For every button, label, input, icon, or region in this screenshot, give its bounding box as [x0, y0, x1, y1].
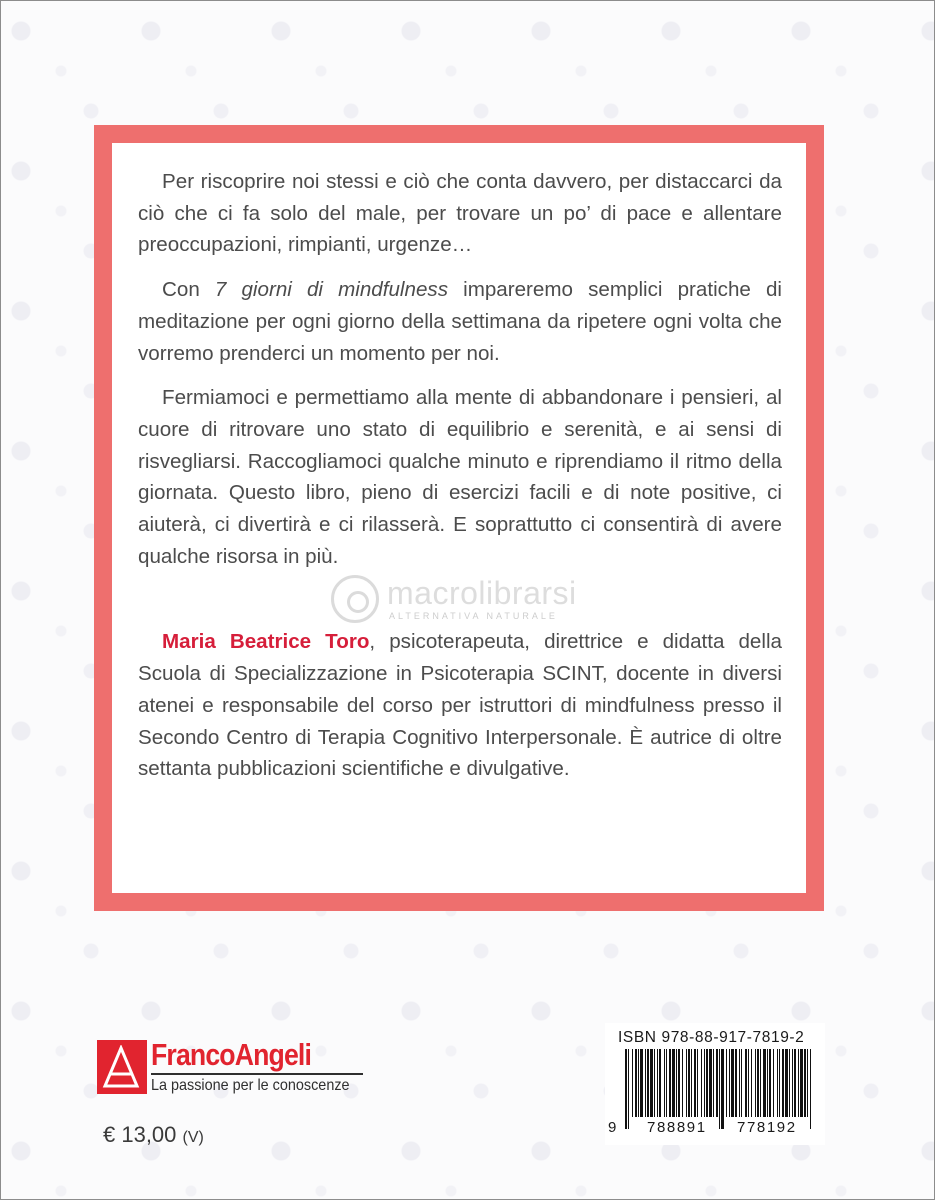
barcode-bar: [672, 1049, 675, 1117]
ean-right-digits: 778192: [737, 1119, 797, 1136]
barcode-bar: [664, 1049, 665, 1117]
book-title: 7 giorni di mindfulness: [214, 278, 448, 302]
barcode-bar: [688, 1049, 690, 1117]
barcode-bar: [697, 1049, 698, 1117]
barcode-bar: [777, 1049, 778, 1117]
barcode-bar: [645, 1049, 646, 1117]
barcode-bar: [745, 1049, 747, 1117]
barcode-bar: [632, 1049, 633, 1117]
barcode-bar: [748, 1049, 749, 1117]
barcode-bar: [767, 1049, 768, 1117]
barcode-bar: [706, 1049, 708, 1117]
blurb-paragraph-3: Fermiamoci e permettiamo alla mente di abbandonare i pensieri, al cuore di ritrovare uno stato di equilibrio e serenità, e ai sensi di risvegliarsi. Raccogliamoci qualche minuto e riprendiamo il ritmo della giornata. Questo libro, pieno di esercizi facili e di note positive, ci aiuterà, ci divertirà e ci rilasserà. E soprattutto ci consentirà di avere qualche risorsa in più.: [138, 386, 782, 568]
author-bio: [138, 626, 782, 785]
barcode-bar: [810, 1049, 811, 1129]
publisher-mark-icon: [97, 1040, 147, 1094]
ean-first-digit: 9: [608, 1119, 617, 1136]
blurb-p2-rest: impareremo semplici pratiche di meditazione per ogni giorno della settimana da ripetere ogni volta che vorremo prenderci un momento per noi.: [138, 278, 782, 365]
barcode-bar: [650, 1049, 653, 1117]
barcode-bar: [713, 1049, 714, 1117]
barcode-bar: [739, 1049, 740, 1117]
barcode-bar: [763, 1049, 766, 1117]
barcode-bar: [755, 1049, 756, 1117]
barcode-bar: [669, 1049, 671, 1117]
triangle-icon: [102, 1045, 140, 1089]
barcode-bar: [769, 1049, 771, 1117]
ean-left-digits: 788891: [647, 1119, 707, 1136]
author-bio-text: , psicoterapeuta, direttrice e didatta della Scuola di Specializzazione in Psicoterapia SCINT, docente in diversi atenei e responsabile del corso per istruttori di mindfulness presso il Secondo Centro di Terapia Cognitivo Interpersonale. È autrice di oltre settanta pubblicazioni scientifiche e divulgative.: [138, 630, 782, 781]
barcode-bar: [657, 1049, 658, 1117]
blurb-paragraph-2: [138, 274, 782, 369]
barcode-bar: [760, 1049, 761, 1117]
barcode-bar: [735, 1049, 737, 1117]
isbn-label: ISBN 978-88-917-7819-2: [618, 1029, 805, 1046]
barcode-bar: [800, 1049, 803, 1117]
barcode-bar: [789, 1049, 790, 1117]
publisher-tagline: La passione per le conoscenze: [151, 1077, 350, 1094]
barcode-bar: [779, 1049, 780, 1117]
barcode-bar: [635, 1049, 637, 1117]
barcode-bar: [757, 1049, 759, 1117]
barcode-bar: [804, 1049, 806, 1117]
barcode-bar: [694, 1049, 696, 1117]
barcode-bar: [716, 1049, 718, 1117]
barcode-bar: [729, 1049, 730, 1117]
barcode-bar: [798, 1049, 799, 1117]
price-tax-note: (V): [182, 1129, 204, 1146]
barcode-bar: [659, 1049, 661, 1117]
watermark-tagline: ALTERNATIVA NATURALE: [389, 611, 558, 621]
barcode-bar: [654, 1049, 655, 1117]
barcode-bar: [676, 1049, 677, 1117]
barcode-bar: [678, 1049, 680, 1117]
barcode-bar: [701, 1049, 702, 1117]
barcode-bar: [628, 1049, 629, 1129]
barcode-bar: [686, 1049, 687, 1117]
barcode-bar: [731, 1049, 734, 1117]
publisher-name: FrancoAngeli: [151, 1037, 312, 1072]
barcode-bar: [709, 1049, 712, 1117]
barcode-bar: [794, 1049, 796, 1117]
barcode-bar: [726, 1049, 727, 1117]
barcode-bar: [773, 1049, 774, 1117]
barcode-bar: [785, 1049, 788, 1117]
cover-text: [138, 166, 782, 798]
barcode-bar: [807, 1049, 808, 1117]
publisher-divider: [151, 1073, 363, 1075]
blurb-paragraph-1: Per riscoprire noi stessi e ciò che conta davvero, per distaccarci da ciò che ci fa solo del male, per trovare un po’ di pace e allentare preoccupazioni, rimpianti, urgenze…: [138, 170, 782, 257]
author-name: Maria Beatrice Toro: [162, 630, 370, 654]
barcode-bar: [721, 1049, 724, 1129]
barcode-bar: [640, 1049, 643, 1117]
barcode-bar: [792, 1049, 793, 1117]
barcode-bar: [682, 1049, 683, 1117]
barcode-bar: [666, 1049, 667, 1117]
watermark-name: macrolibrarsi: [387, 575, 577, 611]
publisher-logo: [97, 1037, 367, 1100]
barcode-bar: [625, 1049, 627, 1129]
price: [103, 1122, 204, 1148]
barcode-bar: [741, 1049, 742, 1117]
barcode-bar: [704, 1049, 705, 1117]
barcode-bar: [691, 1049, 692, 1117]
barcode-bar: [719, 1049, 720, 1129]
blurb-p2-lead: Con: [162, 278, 215, 302]
barcode-bar: [638, 1049, 639, 1117]
barcode-bar: [751, 1049, 752, 1117]
barcode-bar: [647, 1049, 649, 1117]
price-amount: € 13,00: [103, 1122, 177, 1147]
barcode-bar: [782, 1049, 784, 1117]
